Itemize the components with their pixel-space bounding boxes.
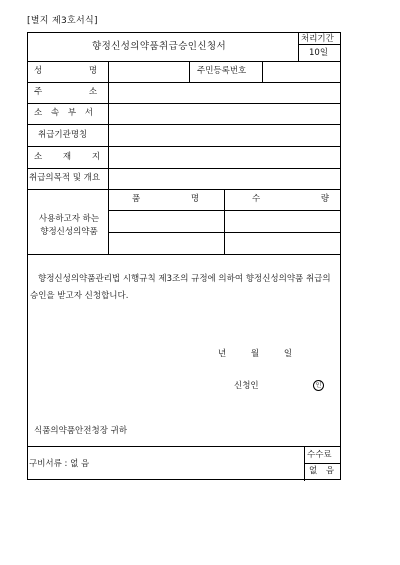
col-divider	[262, 61, 263, 82]
required-documents: 구비서류 : 없 음	[29, 459, 90, 469]
processing-period-value: 10일	[309, 48, 329, 58]
application-form	[27, 32, 341, 480]
recipient-line: 식품의약품안전청장 귀하	[34, 426, 128, 436]
date-line: 년 월 일	[218, 349, 293, 359]
purpose-label: 취급의목적 및 개요	[29, 173, 101, 183]
row-divider	[28, 254, 340, 255]
row-divider	[28, 446, 340, 447]
fee-value: 없 음	[309, 466, 335, 476]
row-divider	[28, 61, 340, 62]
col-divider	[108, 61, 109, 254]
drug-section-label-line2: 향정신성의약품	[40, 227, 98, 237]
application-statement: 향정신성의약품관리법 시행규칙 제3조의 규정에 의하여 향정신성의약품 취급의 승인을 받고자 신청합니다.	[30, 274, 331, 301]
row-divider	[28, 189, 340, 190]
processing-period-label: 처리기간	[301, 34, 334, 44]
drug-section-label-line1: 사용하고자 하는	[38, 214, 100, 224]
name-label	[34, 66, 96, 76]
form-title: 향정신성의약품취급승인신청서	[92, 41, 227, 52]
row-divider	[28, 103, 340, 104]
drug-section-label	[32, 213, 106, 239]
applicant-label: 신청인	[234, 381, 259, 391]
col-divider	[224, 189, 225, 254]
drug-name-column-header: 품 명	[132, 194, 200, 204]
row-divider	[304, 463, 340, 464]
name-label-text: 성 명	[34, 66, 98, 76]
row-divider	[28, 168, 340, 169]
row-divider	[28, 82, 340, 83]
address-label: 주 소	[34, 87, 98, 97]
col-divider	[304, 446, 305, 481]
location-label: 소 재 지	[34, 152, 101, 162]
drug-quantity-column-header: 수 량	[252, 194, 330, 204]
fee-label: 수수료	[307, 450, 332, 460]
department-label: 소 속 부 서	[34, 108, 93, 118]
col-divider	[189, 61, 190, 82]
title-cell-divider	[298, 44, 340, 45]
seal-icon: 인	[313, 380, 324, 391]
appendix-label: [별지 제3호서식]	[27, 16, 98, 26]
row-divider	[28, 124, 340, 125]
institution-name-label: 취급기관명칭	[38, 130, 88, 140]
row-divider	[28, 146, 340, 147]
col-divider	[298, 33, 299, 61]
resident-number-label: 주민등록번호	[197, 66, 247, 76]
